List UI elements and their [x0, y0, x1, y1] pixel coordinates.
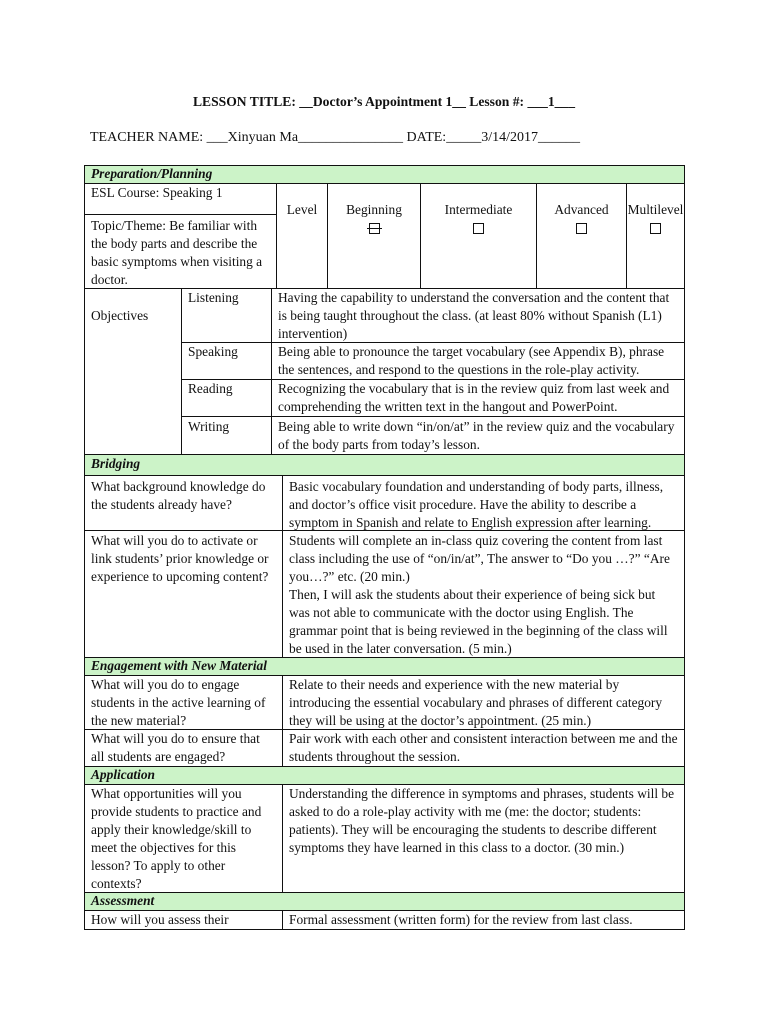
beginning-checkbox[interactable] [369, 223, 380, 234]
esl-course-cell: ESL Course: Speaking 1 [91, 185, 223, 200]
skill-reading-text: Recognizing the vocabulary that is in the review quiz from last week and comprehending the written text in the hangout and PowerPoint. [278, 381, 670, 414]
section-heading-bridging: Bridging [91, 456, 141, 471]
bridging-answer-2-part-2: Then, I will ask the students about their experience of being sick but was not able to communicate with the doctor using English. The grammar point that is being reviewed in the beginning of the class will be used in the later conversation. (5 min.) [289, 587, 668, 656]
section-heading-assessment: Assessment [91, 893, 155, 908]
engagement-answer-1: Relate to their needs and experience with the new material by introducing the essential vocabulary and phrases of different category they will be using at the doctor’s appointment. (25 min.) [289, 677, 663, 728]
intermediate-checkbox[interactable] [473, 223, 484, 234]
level-advanced [537, 201, 626, 239]
assessment-answer: Formal assessment (written form) for the review from last class. [289, 912, 633, 927]
skill-writing-label: Writing [188, 419, 230, 434]
level-beginning [328, 201, 420, 239]
skill-speaking-text: Being able to pronounce the target vocabulary (see Appendix B), phrase the sentences, and respond to the questions in the role-play activity. [278, 344, 665, 377]
lesson-title-line: LESSON TITLE: __Doctor’s Appointment 1__ Lesson #: ___1___ [192, 94, 576, 109]
skill-reading-label: Reading [188, 381, 233, 396]
bridging-question-1: What background knowledge do the students already have? [91, 479, 266, 512]
level-beginning-label: Beginning [346, 202, 402, 217]
multilevel-checkbox[interactable] [650, 223, 661, 234]
level-intermediate [421, 201, 536, 239]
skill-listening-text: Having the capability to understand the conversation and the content that is being taught throughout the class. (at least 80% without Spanish (L1) intervention) [278, 290, 670, 341]
bridging-answer-2 [283, 532, 684, 657]
level-multilevel [627, 201, 684, 239]
assessment-question: How will you assess their [91, 912, 229, 927]
topic-theme-cell: Topic/Theme: Be familiar with the body parts and describe the basic symptoms when visiting a doctor. [91, 218, 263, 287]
level-multilevel-label: Multilevel [627, 202, 684, 217]
level-label: Level [286, 202, 318, 217]
skill-listening-label: Listening [188, 290, 239, 305]
engagement-question-1: What will you do to engage students in the active learning of the new material? [91, 677, 266, 728]
skill-speaking-label: Speaking [188, 344, 238, 359]
skill-writing-text: Being able to write down “in/on/at” in the review quiz and the vocabulary of the body parts from today’s lesson. [278, 419, 675, 452]
advanced-checkbox[interactable] [576, 223, 587, 234]
application-question: What opportunities will you provide students to practice and apply their knowledge/skill to meet the objectives for this lesson? To apply to other contexts? [91, 786, 262, 891]
level-advanced-label: Advanced [554, 202, 609, 217]
section-heading-engagement: Engagement with New Material [91, 658, 267, 673]
bridging-answer-2-part-1: Students will complete an in-class quiz covering the content from last class including the use of “on/in/at”, The answer to “Do you …?” “Are you…?” etc. (20 min.) [289, 533, 670, 584]
bridging-answer-1: Basic vocabulary foundation and understanding of body parts, illness, and doctor’s office visit procedure. Have the ability to describe a symptom in Spanish and relate to English expression after learning. [289, 479, 664, 530]
application-answer: Understanding the difference in symptoms and phrases, students will be asked to do a role-play activity with me (me: the doctor; students: patients). They will be encouraging the students to describe different symptoms they have learned in this class to a doctor. (30 min.) [289, 786, 675, 855]
engagement-answer-2: Pair work with each other and consistent interaction between me and the students throughout the session. [289, 731, 678, 764]
section-heading-application: Application [91, 767, 155, 782]
teacher-name-date-line: TEACHER NAME: ___Xinyuan Ma_______________ DATE:_____3/14/2017______ [90, 130, 580, 145]
engagement-question-2: What will you do to ensure that all students are engaged? [91, 731, 260, 764]
section-heading-preparation: Preparation/Planning [91, 166, 213, 181]
level-intermediate-label: Intermediate [444, 202, 513, 217]
bridging-question-2: What will you do to activate or link students’ prior knowledge or experience to upcoming content? [91, 533, 269, 584]
objectives-label: Objectives [91, 308, 149, 323]
